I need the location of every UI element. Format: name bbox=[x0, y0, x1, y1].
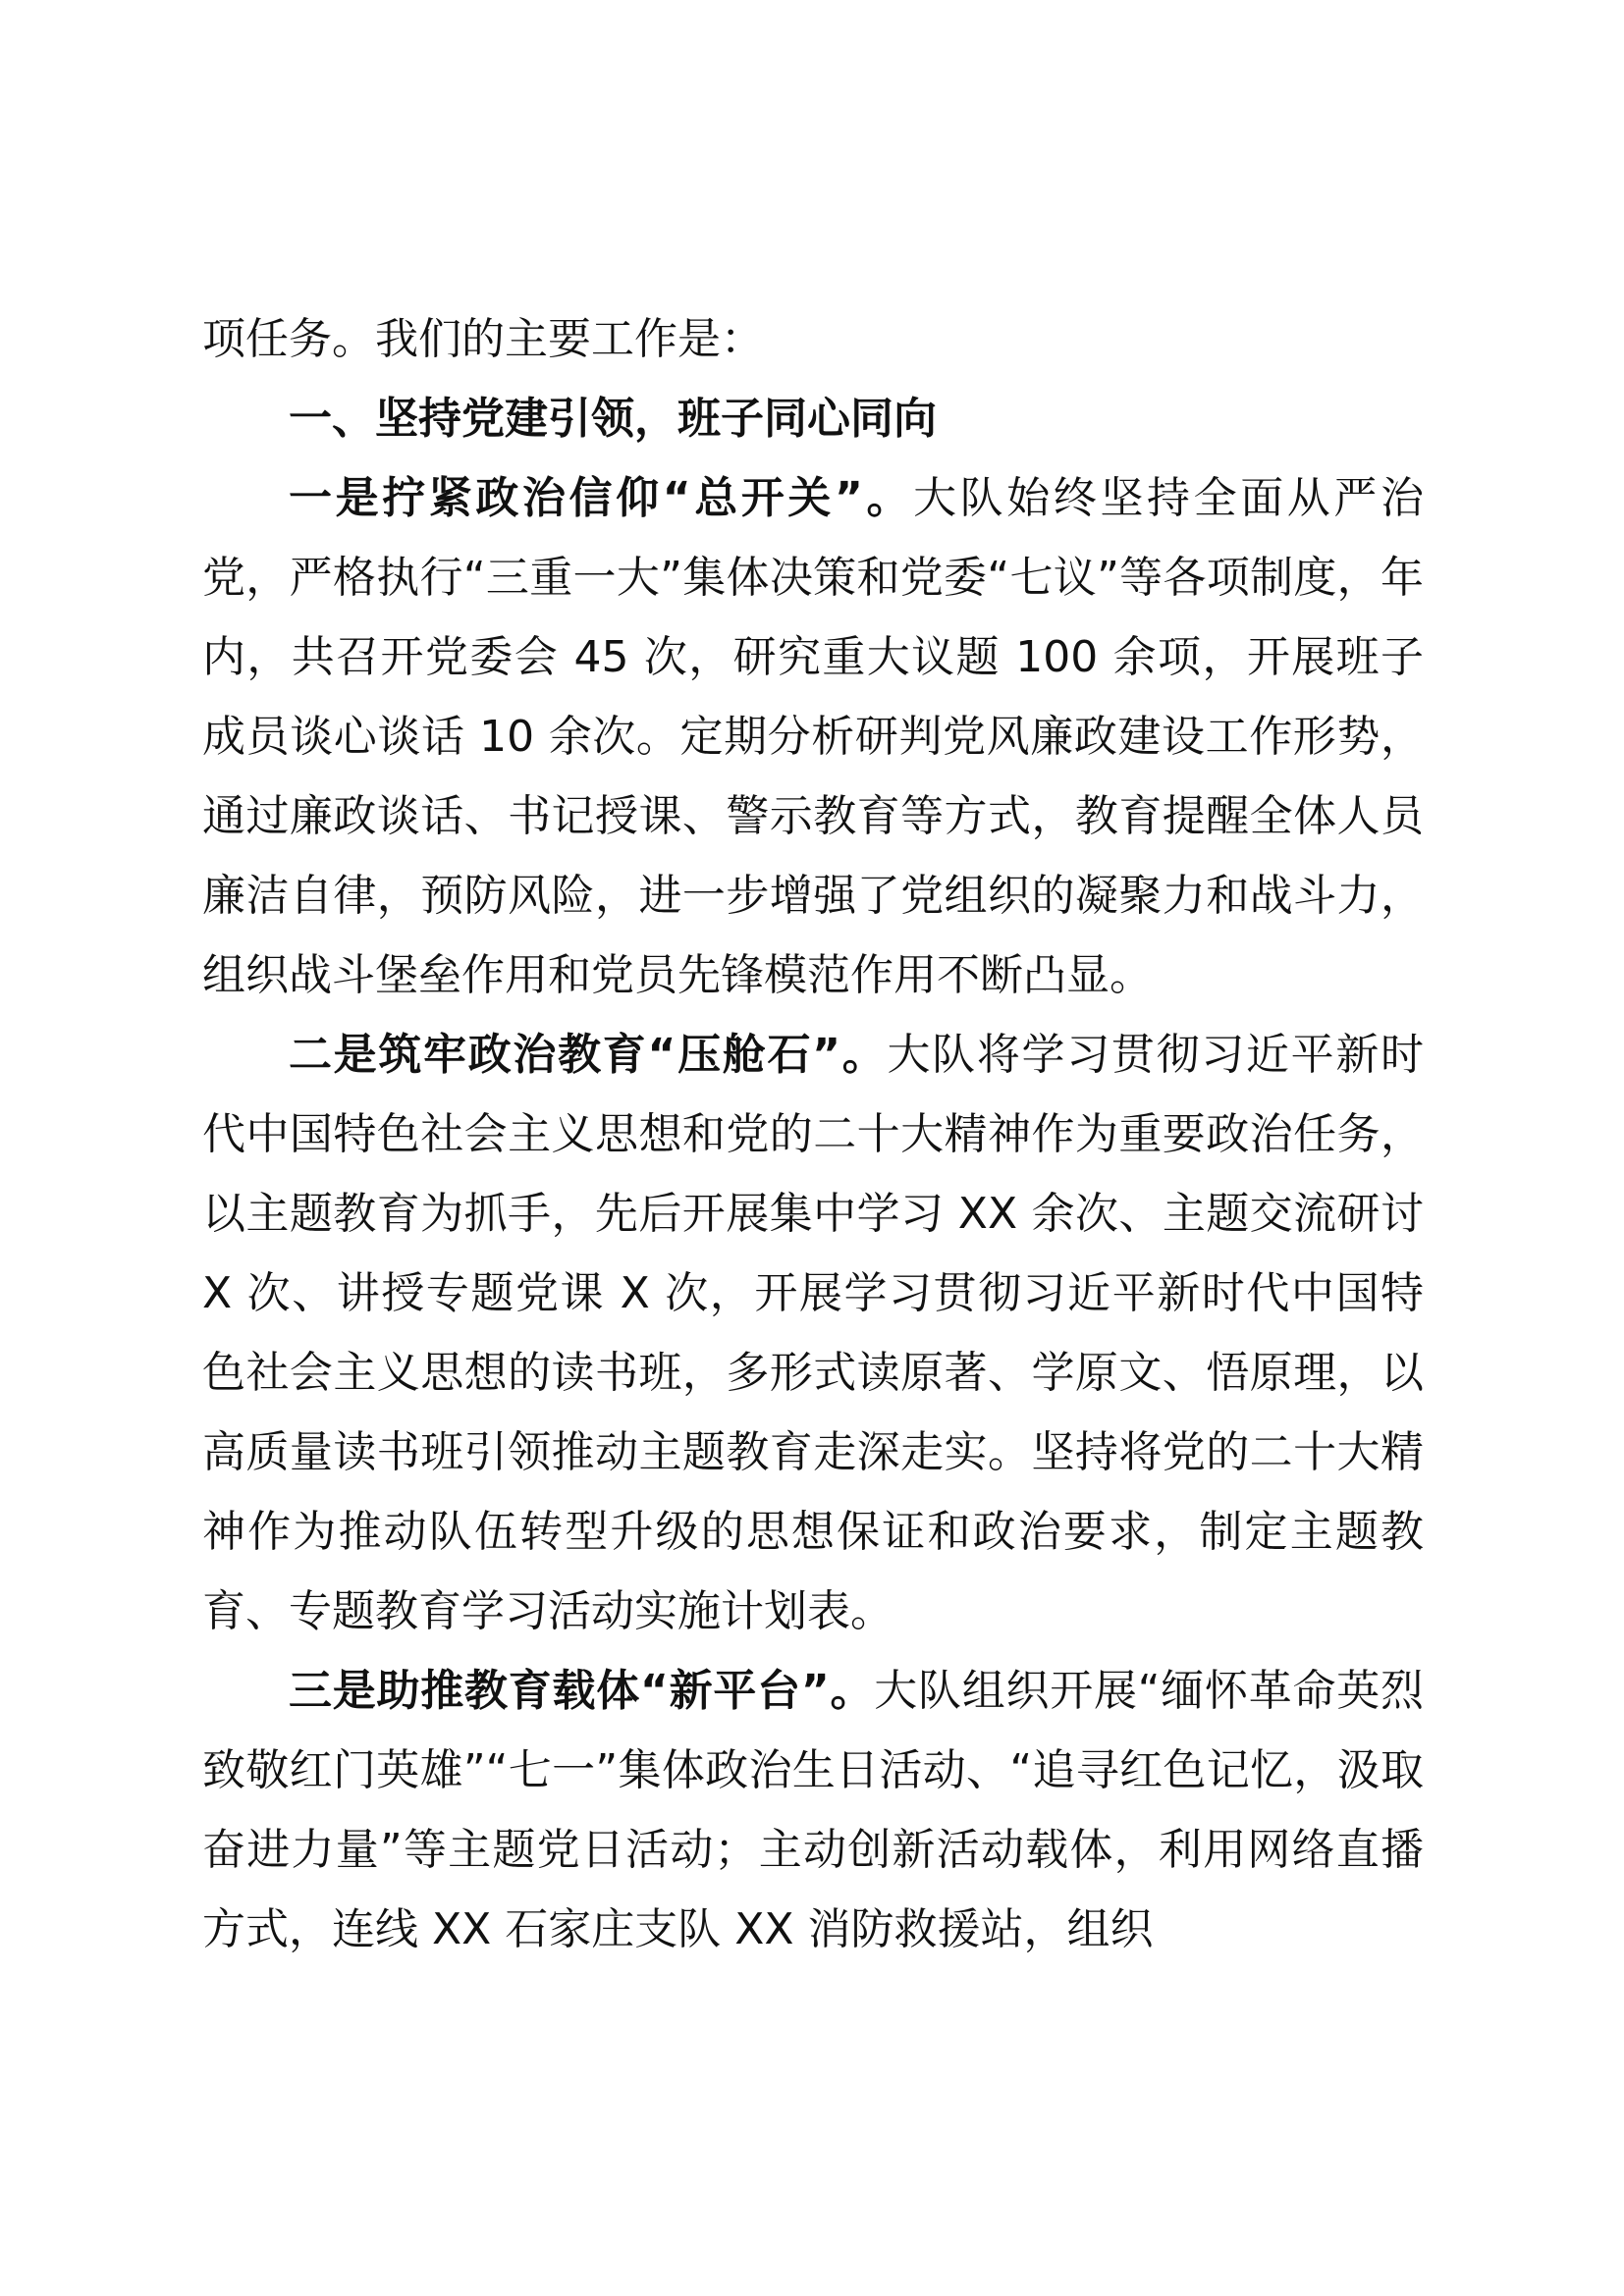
paragraph-1-body: 大队始终坚持全面从严治党，严格执行“三重一大”集体决策和党委“七议”等各项制度，年内，共召开党委会 45 次，研究重大议题 100 余项，开展班子成员谈心谈话 10 余次。定期分析研判党风廉政建设工作形势，通过廉政谈话、书记授课、警示教育等方式，教育提醒全体人员廉洁自律，预防风险，进一步增强了党组织的凝聚力和战斗力，组织战斗堡垒作用和党员先锋模范作用不断凸显。 bbox=[202, 473, 1424, 1000]
paragraph-2-lead: 二是筑牢政治教育“压舱石”。 bbox=[289, 1030, 888, 1080]
paragraph-1 bbox=[202, 458, 1424, 1015]
paragraph-2-body: 大队将学习贯彻习近平新时代中国特色社会主义思想和党的二十大精神作为重要政治任务，以主题教育为抓手，先后开展集中学习 XX 余次、主题交流研讨 X 次、讲授专题党课 X 次，开展学习贯彻习近平新时代中国特色社会主义思想的读书班，多形式读原著、学原文、悟原理，以高质量读书班引领推动主题教育走深走实。坚持将党的二十大精神作为推动队伍转型升级的思想保证和政治要求，制定主题教育、专题教育学习活动实施计划表。 bbox=[202, 1030, 1425, 1636]
document-body bbox=[202, 299, 1424, 1969]
paragraph-3-lead: 三是助推教育载体“新平台”。 bbox=[289, 1666, 875, 1716]
section-heading: 一、坚持党建引领，班子同心同向 bbox=[289, 394, 937, 444]
paragraph-2 bbox=[202, 1015, 1424, 1651]
paragraph-3 bbox=[202, 1651, 1424, 1969]
paragraph-1-lead: 一是拧紧政治信仰“总开关”。 bbox=[289, 473, 914, 523]
opening-line: 项任务。我们的主要工作是： bbox=[202, 314, 764, 364]
paragraph-3-body: 大队组织开展“缅怀革命英烈 致敬红门英雄”“七一”集体政治生日活动、“追寻红色记忆，汲取奋进力量”等主题党日活动；主动创新活动载体，利用网络直播方式，连线 XX 石家庄支队 XX 消防救援站，组织 bbox=[202, 1666, 1424, 1954]
